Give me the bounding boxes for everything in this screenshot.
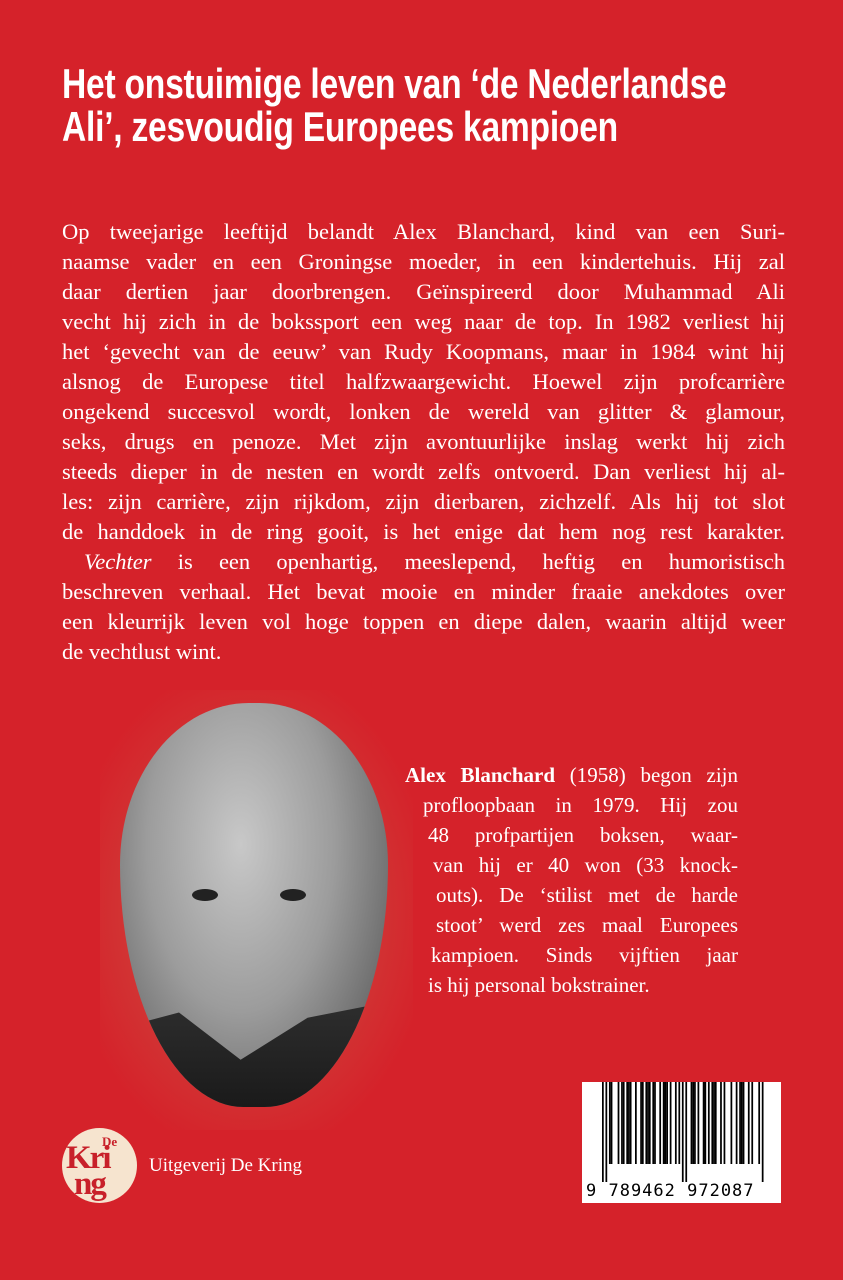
blurb-line: les: zijn carrière, zijn rijkdom, zijn dierbaren, zichzelf. Als hij tot slot xyxy=(62,489,785,514)
bio-line: 48 profpartijen boksen, waar- xyxy=(428,823,738,847)
shirt xyxy=(120,1002,388,1107)
barcode-bar xyxy=(731,1082,733,1164)
barcode-bar xyxy=(628,1082,630,1164)
barcode-bar xyxy=(748,1082,750,1164)
bio-text: (1958) begon zijn xyxy=(555,763,739,787)
barcode-bar xyxy=(743,1082,745,1164)
barcode-bar xyxy=(654,1082,656,1164)
barcode-bar xyxy=(618,1082,620,1164)
publisher-name: Uitgeverij De Kring xyxy=(149,1155,303,1176)
barcode-bar xyxy=(640,1082,642,1164)
barcode-bar xyxy=(663,1082,665,1164)
blurb-line: daar dertien jaar doorbrengen. Geïnspireerd door Muhammad Ali xyxy=(62,279,785,304)
barcode-bar xyxy=(623,1082,625,1164)
blurb-line: het ‘gevecht van de eeuw’ van Rudy Koopmans, maar in 1984 wint hij xyxy=(62,339,785,364)
author-photo xyxy=(120,703,388,1107)
barcode-bar xyxy=(635,1082,637,1164)
blurb xyxy=(62,217,785,667)
blurb-line xyxy=(62,547,785,577)
barcode-bar xyxy=(666,1082,668,1164)
barcode-bar xyxy=(694,1082,696,1164)
barcode-bar xyxy=(626,1082,628,1164)
barcode-bar xyxy=(720,1082,722,1164)
barcode-bar xyxy=(758,1082,760,1164)
eye xyxy=(192,889,218,901)
book-title: Vechter xyxy=(84,549,152,574)
barcode-bar xyxy=(642,1082,644,1164)
barcode-bar xyxy=(678,1082,680,1164)
barcode-bar xyxy=(708,1082,710,1164)
blurb-line: vecht hij zich in de bokssport een weg naar de top. In 1982 verliest hij xyxy=(62,309,785,334)
blurb-line: alsnog de Europese titel halfzwaargewicht. Hoewel zijn profcarrière xyxy=(62,369,785,394)
barcode-bar xyxy=(751,1082,753,1164)
blurb-line: een kleurrijk leven vol hoge toppen en diepe dalen, waarin altijd weer xyxy=(62,609,785,634)
barcode-bar xyxy=(739,1082,741,1164)
barcode-bar xyxy=(715,1082,717,1164)
bio-line: is hij personal bokstrainer. xyxy=(428,973,650,997)
bio-line: kampioen. Sinds vijftien jaar xyxy=(431,943,738,967)
barcode-bar xyxy=(691,1082,693,1164)
barcode-bar xyxy=(609,1082,611,1164)
eye xyxy=(280,889,306,901)
headline-line: Het onstuimige leven van ‘de Nederlandse xyxy=(62,60,727,107)
bio-line: stoot’ werd zes maal Europees xyxy=(436,913,738,937)
publisher-logo: De Kri ng xyxy=(62,1128,137,1203)
barcode-bar xyxy=(704,1082,706,1164)
blurb-text: is een openhartig, meeslepend, heftig en humoristisch xyxy=(151,549,785,574)
barcode-bar xyxy=(698,1082,700,1164)
barcode-bar xyxy=(713,1082,715,1164)
barcode-bar xyxy=(611,1082,613,1164)
barcode-bar xyxy=(741,1082,743,1164)
author-name: Alex Blanchard xyxy=(405,763,556,787)
bio-line: profloopbaan in 1979. Hij zou xyxy=(423,793,738,817)
barcode-bar xyxy=(724,1082,726,1164)
barcode-bar xyxy=(692,1082,694,1164)
barcode-bar xyxy=(665,1082,667,1164)
barcode-bar xyxy=(682,1082,684,1182)
blurb-line: de vechtlust wint. xyxy=(62,639,222,664)
barcode-bar xyxy=(711,1082,713,1164)
barcode-bar xyxy=(703,1082,705,1164)
blurb-line: ongekend succesvol wordt, lonken de wereld van glitter & glamour, xyxy=(62,399,785,424)
blurb-line: Op tweejarige leeftijd belandt Alex Blanchard, kind van een Suri- xyxy=(62,219,785,244)
barcode-bar xyxy=(645,1082,647,1164)
barcode-bar xyxy=(685,1082,687,1182)
headline-line: Ali’, zesvoudig Europees kampioen xyxy=(62,103,618,150)
blurb-line: beschreven verhaal. Het bevat mooie en minder fraaie anekdotes over xyxy=(62,579,785,604)
barcode-bar xyxy=(670,1082,672,1164)
barcode-bar xyxy=(602,1082,604,1182)
blurb-line: naamse vader en een Groningse moeder, in een kindertehuis. Hij zal xyxy=(62,249,785,274)
barcode-bar xyxy=(762,1082,764,1182)
barcode-bar xyxy=(652,1082,654,1164)
barcode-bar xyxy=(621,1082,623,1164)
bio-line: outs). De ‘stilist met de harde xyxy=(436,883,738,907)
blurb-line: de handdoek in de ring gooit, is het enige dat hem nog rest karakter. xyxy=(62,519,785,544)
isbn-barcode xyxy=(582,1082,781,1203)
barcode-bar xyxy=(630,1082,632,1164)
isbn-digits: 9 789462 972087 xyxy=(586,1181,755,1201)
barcode-bars xyxy=(602,1082,767,1182)
blurb-line: seks, drugs en penoze. Met zijn avontuurlijke inslag werkt hij zich xyxy=(62,429,785,454)
barcode-bar xyxy=(605,1082,607,1182)
bio-line xyxy=(405,760,738,790)
barcode-bar xyxy=(675,1082,677,1164)
author-bio xyxy=(405,760,738,1000)
blurb-line: steeds dieper in de nesten en wordt zelfs ontvoerd. Dan verliest hij al- xyxy=(62,459,785,484)
cover-headline xyxy=(62,62,782,148)
barcode-bar xyxy=(649,1082,651,1164)
barcode-bar xyxy=(736,1082,738,1164)
bio-line: van hij er 40 won (33 knock- xyxy=(433,853,738,877)
barcode-bar xyxy=(647,1082,649,1164)
barcode-bar xyxy=(659,1082,661,1164)
